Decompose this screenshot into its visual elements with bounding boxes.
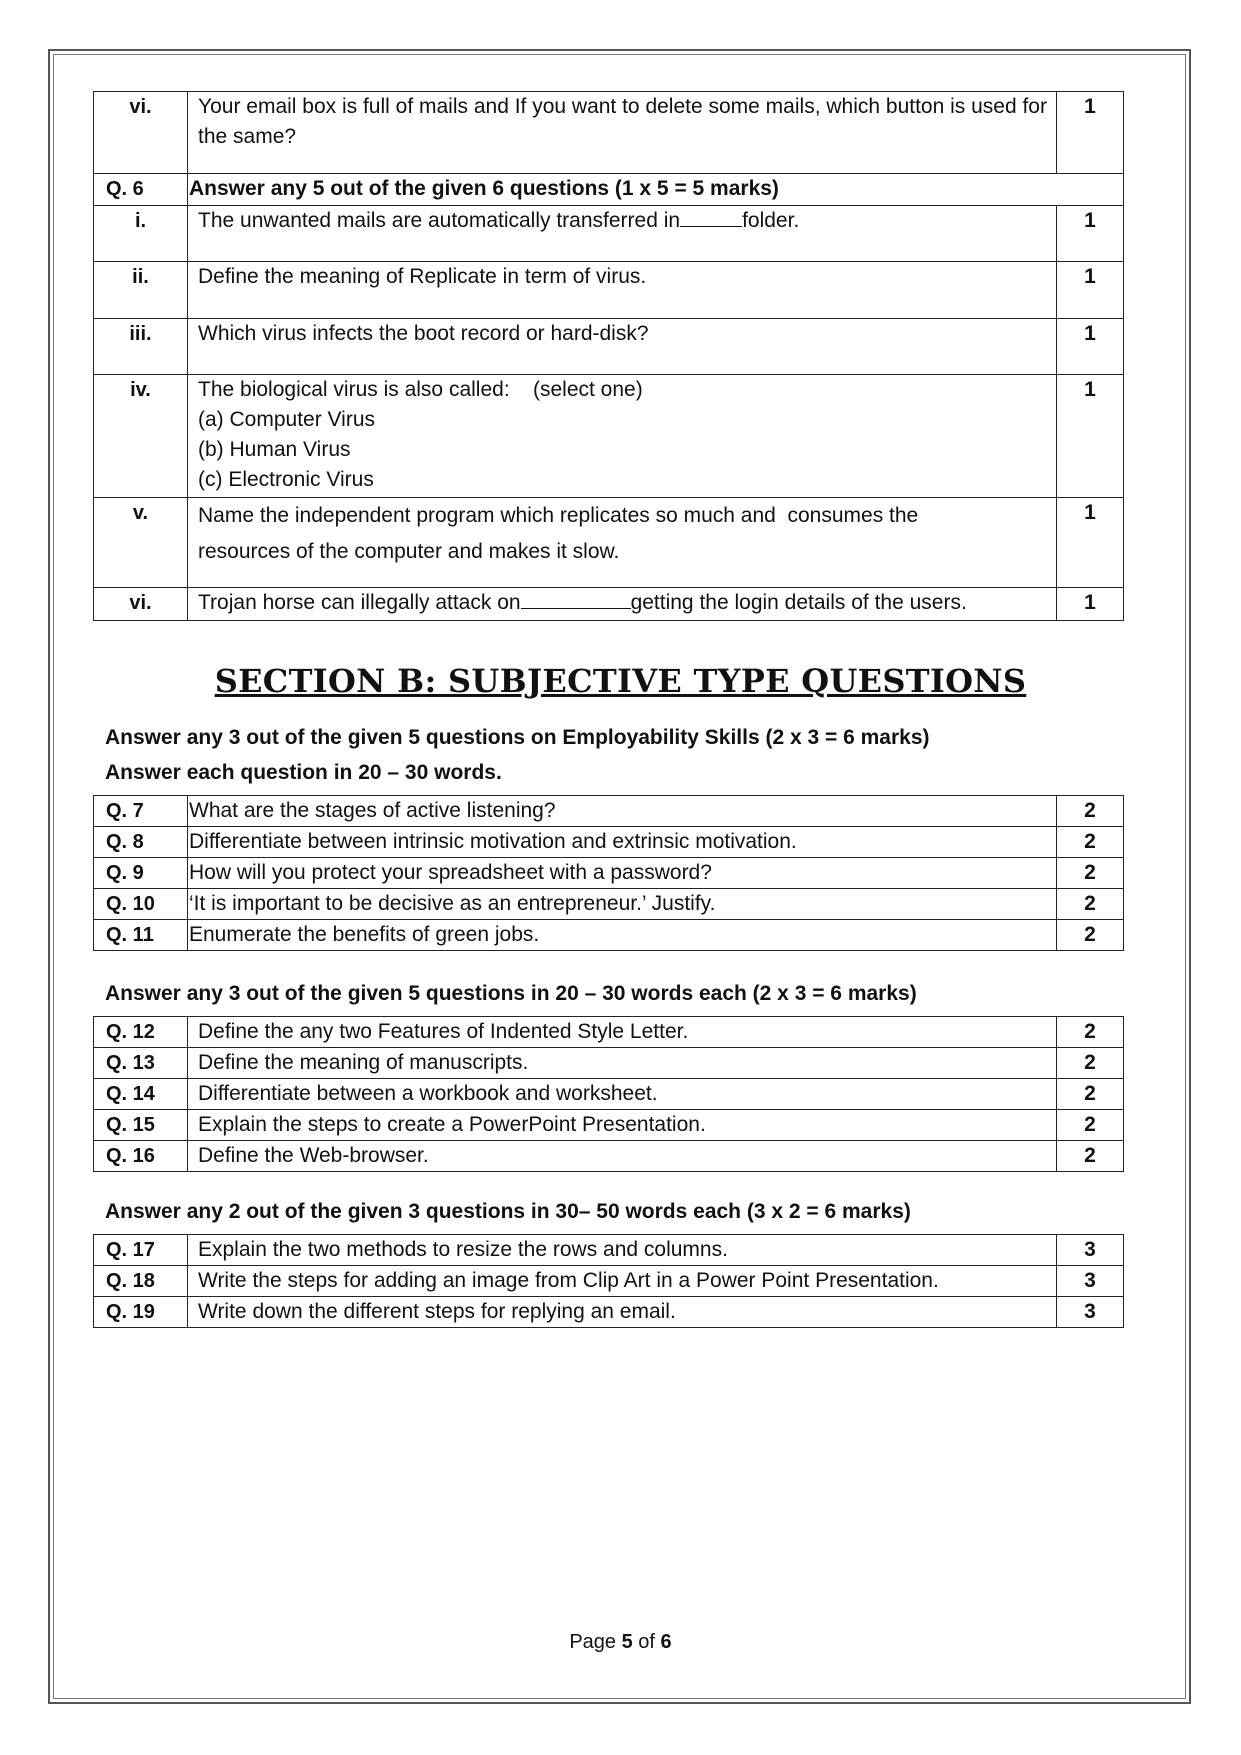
table-row (94, 858, 1124, 889)
question-text: ‘It is important to be decisive as an entrepreneur.’ Justify. (188, 889, 1057, 920)
question-number: iv. (94, 375, 188, 498)
question-label: Q. 19 (94, 1297, 188, 1328)
table-row (94, 1079, 1124, 1110)
question-text: Define the meaning of manuscripts. (188, 1048, 1057, 1079)
question-marks: 1 (1057, 206, 1124, 262)
question-label: Q. 16 (94, 1141, 188, 1172)
table-row (94, 827, 1124, 858)
group1-instruction-1: Answer any 3 out of the given 5 questions on Employability Skills (2 x 3 = 6 marks) (105, 726, 930, 749)
question-text (188, 498, 1057, 588)
table-row (94, 1235, 1124, 1266)
table-row (94, 920, 1124, 951)
table-row (94, 262, 1124, 319)
question-number: v. (94, 498, 188, 588)
question-label: Q. 10 (94, 889, 188, 920)
question-marks: 2 (1057, 796, 1124, 827)
fill-in-blank (680, 206, 742, 227)
question-marks: 2 (1057, 1141, 1124, 1172)
question-stem: The biological virus is also called: (select one) (198, 378, 643, 401)
total-pages: 6 (660, 1631, 672, 1653)
page-footer (0, 1631, 1241, 1654)
question-marks: 2 (1057, 827, 1124, 858)
question-text: Write down the different steps for replying an email. (188, 1297, 1057, 1328)
question-text: Your email box is full of mails and If you want to delete some mails, which button is used for the same? (188, 92, 1057, 174)
question-label: Q. 6 (94, 174, 188, 206)
question-marks: 2 (1057, 1110, 1124, 1141)
question-number: ii. (94, 262, 188, 319)
question-marks: 1 (1057, 319, 1124, 375)
employability-skills-table (93, 795, 1124, 951)
question-marks: 1 (1057, 92, 1124, 174)
table-row (94, 1266, 1124, 1297)
question-label: Q. 12 (94, 1017, 188, 1048)
question-label: Q. 18 (94, 1266, 188, 1297)
question-text: Write the steps for adding an image from Clip Art in a Power Point Presentation. (188, 1266, 1057, 1297)
table-row (94, 92, 1124, 174)
question-number: iii. (94, 319, 188, 375)
question-text: What are the stages of active listening? (188, 796, 1057, 827)
question-text (188, 588, 1057, 621)
question-label: Q. 15 (94, 1110, 188, 1141)
question-marks: 3 (1057, 1297, 1124, 1328)
group2-instruction: Answer any 3 out of the given 5 questions in 20 – 30 words each (2 x 3 = 6 marks) (105, 982, 917, 1005)
question-marks: 1 (1057, 262, 1124, 319)
table-row (94, 588, 1124, 621)
question-line-1: Name the independent program which replicates so much and consumes the (198, 504, 919, 527)
question-text: Which virus infects the boot record or hard-disk? (188, 319, 1057, 375)
question-marks: 2 (1057, 889, 1124, 920)
section-a-table (93, 91, 1124, 621)
text-before-blank: Trojan horse can illegally attack on (198, 591, 521, 614)
question-marks: 3 (1057, 1266, 1124, 1297)
question-marks: 1 (1057, 498, 1124, 588)
text-after-blank: folder. (742, 209, 800, 232)
question-text: Define the any two Features of Indented Style Letter. (188, 1017, 1057, 1048)
group1-instruction-2: Answer each question in 20 – 30 words. (105, 761, 502, 784)
fill-in-blank (521, 588, 631, 609)
table-row (94, 375, 1124, 498)
question-marks: 1 (1057, 588, 1124, 621)
question-label: Q. 17 (94, 1235, 188, 1266)
question-label: Q. 14 (94, 1079, 188, 1110)
question-number: vi. (94, 92, 188, 174)
question-text: How will you protect your spreadsheet with a password? (188, 858, 1057, 889)
question-label: Q. 11 (94, 920, 188, 951)
question-line-2: resources of the computer and makes it slow. (198, 540, 620, 563)
question-marks: 2 (1057, 1048, 1124, 1079)
table-row (94, 1141, 1124, 1172)
question-text: Explain the two methods to resize the rows and columns. (188, 1235, 1057, 1266)
text-after-blank: getting the login details of the users. (630, 591, 967, 614)
table-row (94, 1048, 1124, 1079)
question-marks: 3 (1057, 1235, 1124, 1266)
q6-heading: Answer any 5 out of the given 6 questions (1 x 5 = 5 marks) (188, 174, 1124, 206)
question-marks: 1 (1057, 375, 1124, 498)
group3-instruction: Answer any 2 out of the given 3 questions in 30– 50 words each (3 x 2 = 6 marks) (105, 1200, 911, 1223)
of-word: of (638, 1631, 655, 1653)
table-row (94, 319, 1124, 375)
question-text: Differentiate between a workbook and worksheet. (188, 1079, 1057, 1110)
table-row (94, 1297, 1124, 1328)
table-row (94, 889, 1124, 920)
page-word: Page (569, 1631, 617, 1653)
text-before-blank: The unwanted mails are automatically transferred in (198, 209, 681, 232)
option-a: (a) Computer Virus (198, 408, 376, 431)
question-text (188, 206, 1057, 262)
option-b: (b) Human Virus (198, 438, 351, 461)
question-label: Q. 13 (94, 1048, 188, 1079)
question-number: i. (94, 206, 188, 262)
section-b-title: SECTION B: SUBJECTIVE TYPE QUESTIONS (214, 662, 1027, 700)
question-text: Define the meaning of Replicate in term of virus. (188, 262, 1057, 319)
table-row (94, 1017, 1124, 1048)
current-page: 5 (621, 1631, 633, 1653)
option-c: (c) Electronic Virus (198, 468, 374, 491)
table-row (94, 796, 1124, 827)
question-marks: 2 (1057, 920, 1124, 951)
question-text (188, 375, 1057, 498)
table-row (94, 206, 1124, 262)
question-marks: 2 (1057, 1017, 1124, 1048)
question-text: Define the Web-browser. (188, 1141, 1057, 1172)
question-text: Explain the steps to create a PowerPoint Presentation. (188, 1110, 1057, 1141)
group3-table (93, 1234, 1124, 1328)
question-text: Enumerate the benefits of green jobs. (188, 920, 1057, 951)
group2-table (93, 1016, 1124, 1172)
table-row (94, 498, 1124, 588)
question-text: Differentiate between intrinsic motivation and extrinsic motivation. (188, 827, 1057, 858)
question-number: vi. (94, 588, 188, 621)
q6-header-row (94, 174, 1124, 206)
question-label: Q. 7 (94, 796, 188, 827)
question-marks: 2 (1057, 1079, 1124, 1110)
question-marks: 2 (1057, 858, 1124, 889)
table-row (94, 1110, 1124, 1141)
question-label: Q. 9 (94, 858, 188, 889)
question-label: Q. 8 (94, 827, 188, 858)
